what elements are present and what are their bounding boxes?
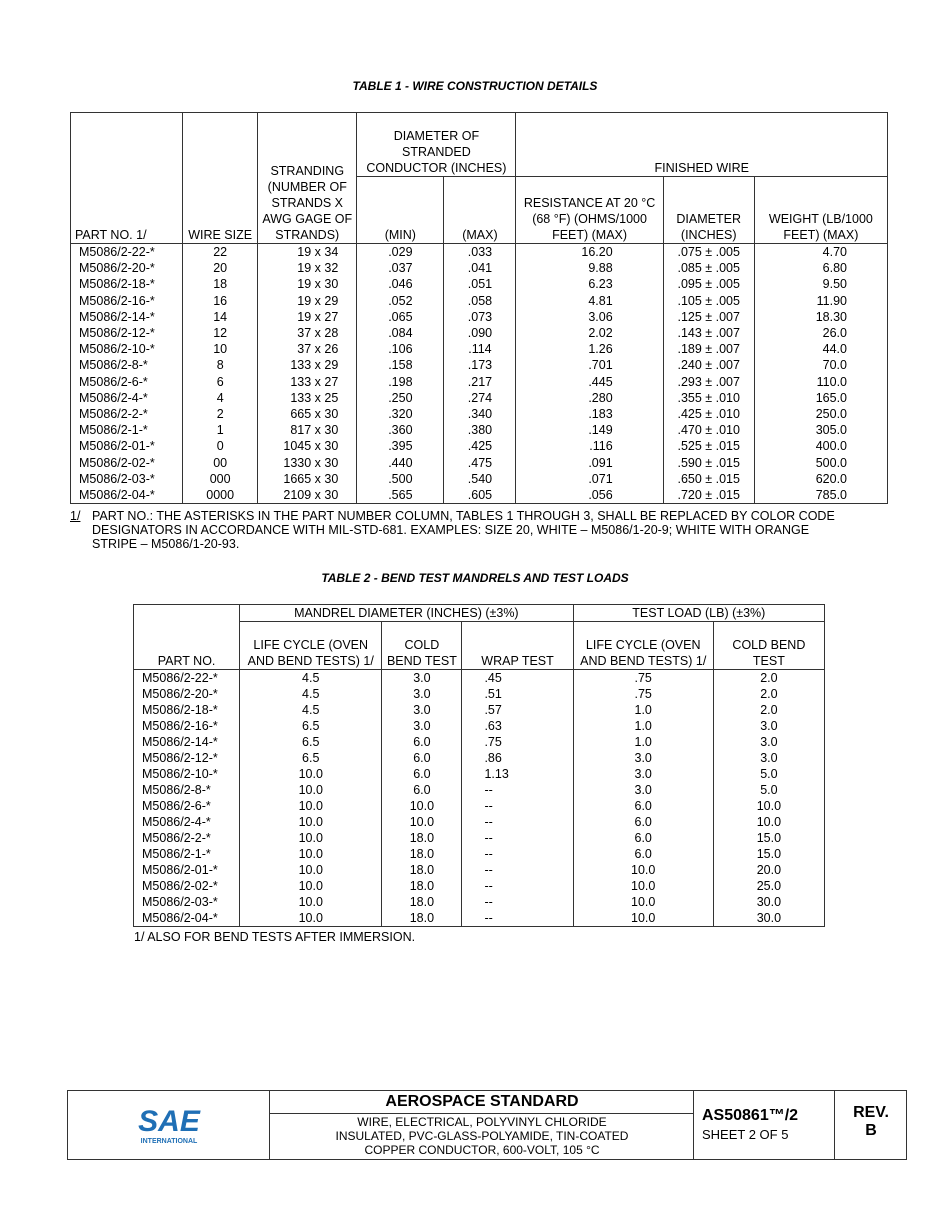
table-row [71, 293, 888, 309]
table2-footnote: 1/ ALSO FOR BEND TESTS AFTER IMMERSION. [134, 930, 416, 944]
cell-diameter: .525 ± .015 [663, 438, 754, 454]
desc-line-1: WIRE, ELECTRICAL, POLYVINYL CHLORIDE [357, 1115, 607, 1129]
cell-wrap: .45 [462, 670, 573, 687]
cell-max: .090 [444, 325, 516, 341]
cell-part-no: M5086/2-14-* [134, 734, 240, 750]
t2-header-wrap: WRAP TEST [462, 622, 573, 670]
cell-part-no: M5086/2-03-* [134, 894, 240, 910]
table-row [71, 341, 888, 357]
table-row [134, 798, 825, 814]
cell-part-no: M5086/2-03-* [71, 471, 183, 487]
cell-wire-size: 10 [183, 341, 258, 357]
table-row [71, 260, 888, 276]
cell-part-no: M5086/2-04-* [71, 487, 183, 504]
cell-min: .198 [357, 374, 444, 390]
t2-header-life-cycle: LIFE CYCLE (OVEN AND BEND TESTS) 1/ [240, 622, 382, 670]
header-finished-wire: FINISHED WIRE [516, 113, 888, 177]
cell-diameter: .143 ± .007 [663, 325, 754, 341]
cell-min: .320 [357, 406, 444, 422]
cell-wire-size: 8 [183, 357, 258, 373]
cell-max: .114 [444, 341, 516, 357]
cell-diameter: .075 ± .005 [663, 244, 754, 261]
cell-load-cold-bend: 3.0 [713, 718, 824, 734]
cell-min: .029 [357, 244, 444, 261]
cell-max: .041 [444, 260, 516, 276]
cell-resistance: .116 [516, 438, 663, 454]
cell-max: .540 [444, 471, 516, 487]
cell-diameter: .720 ± .015 [663, 487, 754, 504]
cell-life-cycle: 10.0 [240, 814, 382, 830]
cell-part-no: M5086/2-02-* [134, 878, 240, 894]
header-max: (MAX) [444, 177, 516, 244]
cell-stranding: 665 x 30 [258, 406, 357, 422]
cell-wire-size: 2 [183, 406, 258, 422]
cell-diameter: .095 ± .005 [663, 276, 754, 292]
cell-load-life-cycle: 6.0 [573, 798, 713, 814]
cell-load-life-cycle: 1.0 [573, 718, 713, 734]
table-row [71, 276, 888, 292]
cell-load-cold-bend: 10.0 [713, 798, 824, 814]
cell-min: .395 [357, 438, 444, 454]
sae-logo [136, 1103, 202, 1152]
cell-load-cold-bend: 3.0 [713, 734, 824, 750]
cell-stranding: 37 x 28 [258, 325, 357, 341]
cell-wrap: -- [462, 910, 573, 927]
cell-min: .250 [357, 390, 444, 406]
table-row [134, 910, 825, 927]
sheet-number: SHEET 2 OF 5 [702, 1127, 789, 1142]
cell-load-life-cycle: .75 [573, 670, 713, 687]
cell-part-no: M5086/2-18-* [134, 702, 240, 718]
cell-life-cycle: 6.5 [240, 750, 382, 766]
cell-diameter: .650 ± .015 [663, 471, 754, 487]
cell-resistance: .071 [516, 471, 663, 487]
cell-wrap: .63 [462, 718, 573, 734]
cell-load-cold-bend: 10.0 [713, 814, 824, 830]
rev-value: B [865, 1122, 877, 1139]
table1-footnote [70, 509, 850, 551]
cell-wire-size: 1 [183, 422, 258, 438]
cell-part-no: M5086/2-22-* [134, 670, 240, 687]
cell-load-cold-bend: 2.0 [713, 702, 824, 718]
cell-diameter: .125 ± .007 [663, 309, 754, 325]
cell-wrap: -- [462, 830, 573, 846]
cell-part-no: M5086/2-1-* [71, 422, 183, 438]
cell-part-no: M5086/2-14-* [71, 309, 183, 325]
cell-load-cold-bend: 2.0 [713, 686, 824, 702]
cell-life-cycle: 10.0 [240, 766, 382, 782]
cell-weight: 305.0 [754, 422, 887, 438]
cell-part-no: M5086/2-4-* [134, 814, 240, 830]
cell-life-cycle: 10.0 [240, 798, 382, 814]
standard-cell [269, 1091, 694, 1159]
cell-resistance: 9.88 [516, 260, 663, 276]
cell-wrap: .75 [462, 734, 573, 750]
cell-cold-bend: 18.0 [382, 830, 462, 846]
cell-weight: 11.90 [754, 293, 887, 309]
cell-weight: 26.0 [754, 325, 887, 341]
cell-part-no: M5086/2-12-* [134, 750, 240, 766]
cell-diameter: .293 ± .007 [663, 374, 754, 390]
table-row [71, 422, 888, 438]
header-conductor-diameter: DIAMETER OF STRANDED CONDUCTOR (INCHES) [357, 113, 516, 177]
cell-wrap: .86 [462, 750, 573, 766]
cell-part-no: M5086/2-01-* [134, 862, 240, 878]
cell-wire-size: 16 [183, 293, 258, 309]
t2-header-cold-bend: COLD BEND TEST [382, 622, 462, 670]
cell-life-cycle: 10.0 [240, 878, 382, 894]
cell-wire-size: 20 [183, 260, 258, 276]
cell-wrap: .51 [462, 686, 573, 702]
cell-load-cold-bend: 5.0 [713, 782, 824, 798]
cell-wrap: -- [462, 846, 573, 862]
cell-load-life-cycle: 6.0 [573, 814, 713, 830]
table-row [71, 471, 888, 487]
cell-max: .274 [444, 390, 516, 406]
table-row [134, 766, 825, 782]
cell-part-no: M5086/2-10-* [71, 341, 183, 357]
cell-max: .033 [444, 244, 516, 261]
table2-title: TABLE 2 - BEND TEST MANDRELS AND TEST LOADS [321, 571, 629, 585]
cell-weight: 400.0 [754, 438, 887, 454]
cell-resistance: .280 [516, 390, 663, 406]
cell-part-no: M5086/2-6-* [134, 798, 240, 814]
cell-resistance: 1.26 [516, 341, 663, 357]
cell-weight: 250.0 [754, 406, 887, 422]
cell-part-no: M5086/2-20-* [134, 686, 240, 702]
cell-resistance: 4.81 [516, 293, 663, 309]
cell-resistance: .149 [516, 422, 663, 438]
t2-header-load-cold-bend: COLD BEND TEST [713, 622, 824, 670]
cell-resistance: .445 [516, 374, 663, 390]
cell-load-life-cycle: 6.0 [573, 830, 713, 846]
cell-wrap: -- [462, 782, 573, 798]
cell-load-cold-bend: 5.0 [713, 766, 824, 782]
table-row [134, 862, 825, 878]
cell-min: .360 [357, 422, 444, 438]
cell-stranding: 19 x 29 [258, 293, 357, 309]
cell-weight: 110.0 [754, 374, 887, 390]
cell-load-cold-bend: 30.0 [713, 894, 824, 910]
cell-cold-bend: 18.0 [382, 894, 462, 910]
cell-wire-size: 22 [183, 244, 258, 261]
cell-load-life-cycle: .75 [573, 686, 713, 702]
cell-min: .106 [357, 341, 444, 357]
cell-stranding: 19 x 34 [258, 244, 357, 261]
cell-stranding: 19 x 30 [258, 276, 357, 292]
cell-diameter: .425 ± .010 [663, 406, 754, 422]
cell-life-cycle: 4.5 [240, 686, 382, 702]
cell-diameter: .085 ± .005 [663, 260, 754, 276]
cell-part-no: M5086/2-16-* [134, 718, 240, 734]
table-row [134, 878, 825, 894]
cell-cold-bend: 3.0 [382, 686, 462, 702]
table-row [134, 750, 825, 766]
cell-cold-bend: 18.0 [382, 862, 462, 878]
table-row [71, 357, 888, 373]
header-wire-size: WIRE SIZE [183, 113, 258, 244]
cell-part-no: M5086/2-22-* [71, 244, 183, 261]
cell-resistance: 2.02 [516, 325, 663, 341]
table-row [71, 390, 888, 406]
cell-wire-size: 0 [183, 438, 258, 454]
cell-wire-size: 12 [183, 325, 258, 341]
cell-diameter: .590 ± .015 [663, 455, 754, 471]
cell-weight: 4.70 [754, 244, 887, 261]
table-row [134, 734, 825, 750]
cell-resistance: 3.06 [516, 309, 663, 325]
cell-part-no: M5086/2-12-* [71, 325, 183, 341]
standard-description [270, 1114, 694, 1157]
cell-wrap: 1.13 [462, 766, 573, 782]
cell-min: .500 [357, 471, 444, 487]
cell-load-life-cycle: 3.0 [573, 750, 713, 766]
table-row [134, 702, 825, 718]
cell-diameter: .355 ± .010 [663, 390, 754, 406]
cell-wire-size: 00 [183, 455, 258, 471]
cell-min: .158 [357, 357, 444, 373]
cell-part-no: M5086/2-2-* [134, 830, 240, 846]
standard-heading: AEROSPACE STANDARD [270, 1091, 694, 1114]
cell-life-cycle: 10.0 [240, 846, 382, 862]
cell-life-cycle: 10.0 [240, 782, 382, 798]
cell-max: .380 [444, 422, 516, 438]
cell-part-no: M5086/2-02-* [71, 455, 183, 471]
cell-weight: 500.0 [754, 455, 887, 471]
cell-wire-size: 000 [183, 471, 258, 487]
cell-min: .046 [357, 276, 444, 292]
cell-wire-size: 6 [183, 374, 258, 390]
cell-stranding: 817 x 30 [258, 422, 357, 438]
cell-life-cycle: 10.0 [240, 910, 382, 927]
cell-part-no: M5086/2-2-* [71, 406, 183, 422]
table-row [71, 325, 888, 341]
table-row [134, 782, 825, 798]
header-resistance: RESISTANCE AT 20 °C (68 °F) (OHMS/1000 FEET) (MAX) [516, 177, 663, 244]
t2-header-load-life-cycle: LIFE CYCLE (OVEN AND BEND TESTS) 1/ [573, 622, 713, 670]
cell-load-life-cycle: 10.0 [573, 910, 713, 927]
cell-cold-bend: 6.0 [382, 750, 462, 766]
cell-stranding: 133 x 29 [258, 357, 357, 373]
cell-cold-bend: 10.0 [382, 814, 462, 830]
cell-max: .073 [444, 309, 516, 325]
logo-text: SAE [138, 1105, 200, 1138]
cell-cold-bend: 3.0 [382, 670, 462, 687]
cell-min: .065 [357, 309, 444, 325]
cell-load-life-cycle: 3.0 [573, 766, 713, 782]
cell-cold-bend: 18.0 [382, 910, 462, 927]
cell-wrap: -- [462, 894, 573, 910]
header-part-no: PART NO. 1/ [71, 113, 183, 244]
cell-stranding: 133 x 27 [258, 374, 357, 390]
table-row [134, 718, 825, 734]
cell-wrap: -- [462, 878, 573, 894]
document-number-cell [693, 1091, 835, 1159]
table-row [71, 244, 888, 261]
cell-load-life-cycle: 3.0 [573, 782, 713, 798]
cell-min: .565 [357, 487, 444, 504]
cell-load-life-cycle: 10.0 [573, 894, 713, 910]
header-stranding: STRANDING (NUMBER OF STRANDS X AWG GAGE OF STRANDS) [258, 113, 357, 244]
cell-wire-size: 18 [183, 276, 258, 292]
footnote-mark: 1/ [70, 509, 81, 523]
rev-label: REV. [853, 1104, 889, 1121]
cell-wire-size: 4 [183, 390, 258, 406]
cell-min: .052 [357, 293, 444, 309]
table-row [134, 814, 825, 830]
t2-header-mandrel: MANDREL DIAMETER (INCHES) (±3%) [240, 605, 573, 622]
cell-weight: 70.0 [754, 357, 887, 373]
cell-resistance: .056 [516, 487, 663, 504]
cell-max: .051 [444, 276, 516, 292]
table-row [134, 670, 825, 687]
cell-load-cold-bend: 15.0 [713, 846, 824, 862]
cell-part-no: M5086/2-6-* [71, 374, 183, 390]
document-number: AS50861™/2 [702, 1107, 799, 1124]
cell-cold-bend: 3.0 [382, 702, 462, 718]
cell-cold-bend: 10.0 [382, 798, 462, 814]
title-block [67, 1090, 907, 1160]
header-weight: WEIGHT (LB/1000 FEET) (MAX) [754, 177, 887, 244]
cell-max: .340 [444, 406, 516, 422]
cell-weight: 44.0 [754, 341, 887, 357]
cell-diameter: .105 ± .005 [663, 293, 754, 309]
cell-stranding: 2109 x 30 [258, 487, 357, 504]
cell-part-no: M5086/2-18-* [71, 276, 183, 292]
wire-construction-table [70, 112, 888, 504]
header-diameter: DIAMETER (INCHES) [663, 177, 754, 244]
cell-wrap: -- [462, 814, 573, 830]
cell-cold-bend: 6.0 [382, 734, 462, 750]
cell-part-no: M5086/2-10-* [134, 766, 240, 782]
bend-test-table [133, 604, 825, 927]
cell-life-cycle: 4.5 [240, 702, 382, 718]
cell-weight: 620.0 [754, 471, 887, 487]
table-row [134, 686, 825, 702]
cell-wrap: -- [462, 862, 573, 878]
cell-resistance: .701 [516, 357, 663, 373]
cell-weight: 18.30 [754, 309, 887, 325]
cell-max: .475 [444, 455, 516, 471]
cell-resistance: .091 [516, 455, 663, 471]
cell-part-no: M5086/2-4-* [71, 390, 183, 406]
cell-part-no: M5086/2-04-* [134, 910, 240, 927]
cell-stranding: 133 x 25 [258, 390, 357, 406]
table-row [71, 374, 888, 390]
cell-load-cold-bend: 2.0 [713, 670, 824, 687]
cell-life-cycle: 4.5 [240, 670, 382, 687]
cell-cold-bend: 6.0 [382, 782, 462, 798]
cell-wrap: .57 [462, 702, 573, 718]
cell-part-no: M5086/2-01-* [71, 438, 183, 454]
cell-stranding: 1045 x 30 [258, 438, 357, 454]
logo-sub: INTERNATIONAL [140, 1138, 198, 1145]
table-row [71, 487, 888, 504]
cell-wrap: -- [462, 798, 573, 814]
cell-load-life-cycle: 1.0 [573, 734, 713, 750]
cell-part-no: M5086/2-1-* [134, 846, 240, 862]
table-row [134, 830, 825, 846]
desc-line-3: COPPER CONDUCTOR, 600-VOLT, 105 °C [364, 1143, 600, 1157]
table1-title: TABLE 1 - WIRE CONSTRUCTION DETAILS [352, 79, 598, 93]
cell-stranding: 1330 x 30 [258, 455, 357, 471]
cell-diameter: .189 ± .007 [663, 341, 754, 357]
cell-min: .440 [357, 455, 444, 471]
cell-diameter: .470 ± .010 [663, 422, 754, 438]
cell-part-no: M5086/2-16-* [71, 293, 183, 309]
cell-weight: 165.0 [754, 390, 887, 406]
cell-stranding: 37 x 26 [258, 341, 357, 357]
cell-cold-bend: 3.0 [382, 718, 462, 734]
cell-part-no: M5086/2-8-* [134, 782, 240, 798]
header-min: (MIN) [357, 177, 444, 244]
t2-header-part-no: PART NO. [134, 605, 240, 670]
cell-load-life-cycle: 6.0 [573, 846, 713, 862]
cell-life-cycle: 6.5 [240, 718, 382, 734]
cell-part-no: M5086/2-8-* [71, 357, 183, 373]
cell-min: .084 [357, 325, 444, 341]
cell-load-life-cycle: 1.0 [573, 702, 713, 718]
table-row [71, 455, 888, 471]
cell-cold-bend: 6.0 [382, 766, 462, 782]
cell-load-cold-bend: 30.0 [713, 910, 824, 927]
cell-diameter: .240 ± .007 [663, 357, 754, 373]
desc-line-2: INSULATED, PVC-GLASS-POLYAMIDE, TIN-COATED [335, 1129, 629, 1143]
cell-max: .217 [444, 374, 516, 390]
revision-cell [834, 1091, 907, 1159]
cell-min: .037 [357, 260, 444, 276]
cell-life-cycle: 10.0 [240, 830, 382, 846]
cell-max: .173 [444, 357, 516, 373]
table-row [71, 406, 888, 422]
cell-load-life-cycle: 10.0 [573, 862, 713, 878]
cell-max: .058 [444, 293, 516, 309]
footnote-text: PART NO.: THE ASTERISKS IN THE PART NUMBER COLUMN, TABLES 1 THROUGH 3, SHALL BE REPLACED BY COLOR CODE DESIGNATORS IN ACCORDANCE WITH MIL-STD-681. EXAMPLES: SIZE 20, WHITE – M5086/1-20-9; WHITE WITH ORANGE STRIPE – M5086/1-20-93. [92, 509, 835, 551]
sae-logo-mark [136, 1103, 202, 1147]
cell-weight: 9.50 [754, 276, 887, 292]
cell-part-no: M5086/2-20-* [71, 260, 183, 276]
cell-load-cold-bend: 3.0 [713, 750, 824, 766]
cell-stranding: 1665 x 30 [258, 471, 357, 487]
cell-load-cold-bend: 25.0 [713, 878, 824, 894]
table-row [71, 309, 888, 325]
cell-weight: 785.0 [754, 487, 887, 504]
cell-life-cycle: 6.5 [240, 734, 382, 750]
t2-header-load: TEST LOAD (LB) (±3%) [573, 605, 824, 622]
cell-load-cold-bend: 20.0 [713, 862, 824, 878]
cell-max: .605 [444, 487, 516, 504]
cell-weight: 6.80 [754, 260, 887, 276]
cell-load-life-cycle: 10.0 [573, 878, 713, 894]
table-row [134, 894, 825, 910]
cell-resistance: .183 [516, 406, 663, 422]
table-row [71, 438, 888, 454]
table-row [134, 846, 825, 862]
cell-resistance: 6.23 [516, 276, 663, 292]
cell-stranding: 19 x 32 [258, 260, 357, 276]
cell-cold-bend: 18.0 [382, 846, 462, 862]
cell-wire-size: 0000 [183, 487, 258, 504]
cell-life-cycle: 10.0 [240, 862, 382, 878]
cell-life-cycle: 10.0 [240, 894, 382, 910]
cell-resistance: 16.20 [516, 244, 663, 261]
cell-wire-size: 14 [183, 309, 258, 325]
cell-max: .425 [444, 438, 516, 454]
cell-stranding: 19 x 27 [258, 309, 357, 325]
cell-load-cold-bend: 15.0 [713, 830, 824, 846]
cell-cold-bend: 18.0 [382, 878, 462, 894]
